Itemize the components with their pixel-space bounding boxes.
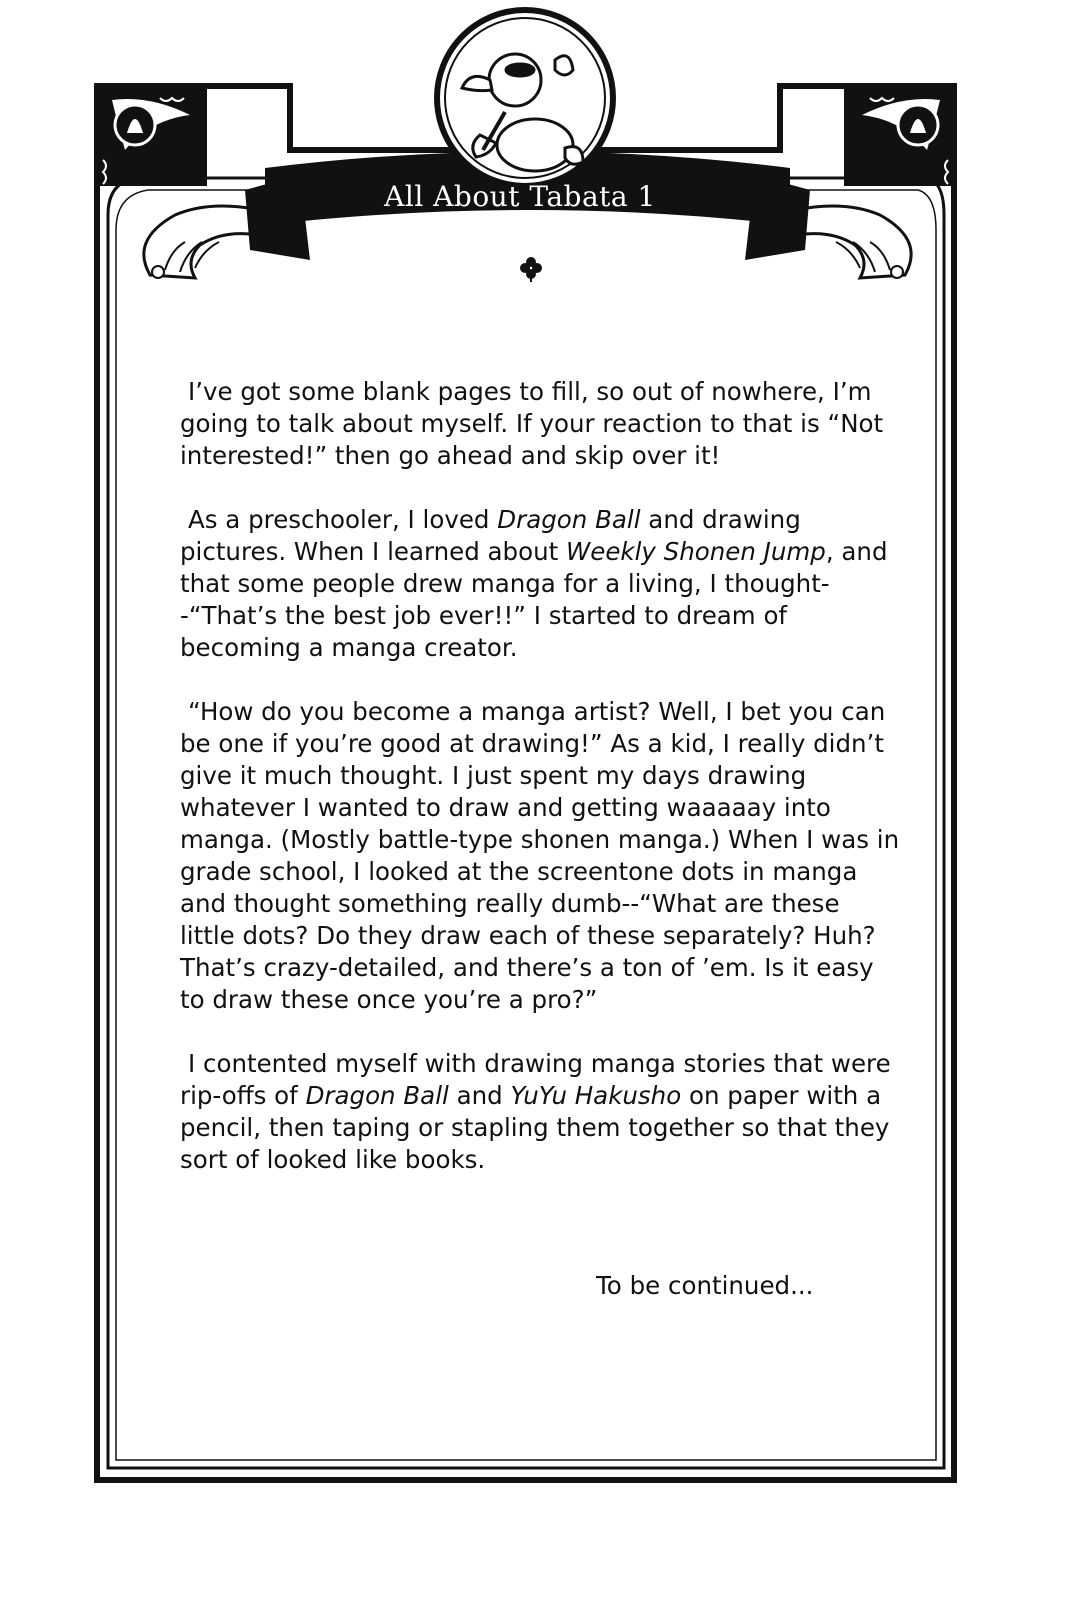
title-reference: Weekly Shonen Jump bbox=[566, 537, 826, 566]
clover-icon bbox=[520, 257, 542, 282]
corner-ornament-right bbox=[844, 86, 954, 186]
paragraph-text: and drawing pictures. When I learned about bbox=[180, 505, 801, 566]
paragraph-text: As a preschooler, I loved bbox=[188, 505, 498, 534]
corner-ornament-left bbox=[97, 86, 207, 186]
paragraph-text: I’ve got some blank pages to fill, so out of nowhere, I’m going to talk about myself. If your reaction to that is “Not interested!” then go ahead and skip over it! bbox=[180, 377, 884, 470]
page-title: All About Tabata 1 bbox=[384, 180, 656, 213]
paragraph bbox=[180, 504, 900, 664]
paragraph-text: on paper with a pencil, then taping or stapling them together so that they sort of looked like books. bbox=[180, 1081, 890, 1174]
title-reference: Dragon Ball bbox=[305, 1081, 449, 1110]
title-reference: YuYu Hakusho bbox=[510, 1081, 682, 1110]
mascot-medallion bbox=[437, 10, 613, 186]
paragraph-text: , and that some people drew manga for a living, I thought--“That’s the best job ever!!” I started to dream of becoming a manga creator. bbox=[180, 537, 888, 662]
paragraph bbox=[180, 696, 900, 1016]
continued-note: To be continued... bbox=[596, 1271, 814, 1300]
article-body bbox=[180, 376, 900, 1208]
title-reference: Dragon Ball bbox=[497, 505, 641, 534]
paragraph-text: I contented myself with drawing manga stories that were rip-offs of bbox=[180, 1049, 891, 1110]
paragraph bbox=[180, 376, 900, 472]
paragraph-text: and bbox=[448, 1081, 511, 1110]
paragraph bbox=[180, 1048, 900, 1176]
paragraph-text: “How do you become a manga artist? Well, I bet you can be one if you’re good at drawing!” As a kid, I really didn’t give it much thought. I just spent my days drawing whatever I wanted to draw and getting waaaaay into manga. (Mostly battle-type shonen manga.) When I was in grade school, I looked at the screentone dots in manga and thought something really dumb--“What are these little dots? Do they draw each of these separately? Huh? That’s crazy-detailed, and there’s a ton of ’em. Is it easy to draw these once you’re a pro?” bbox=[180, 697, 900, 1014]
